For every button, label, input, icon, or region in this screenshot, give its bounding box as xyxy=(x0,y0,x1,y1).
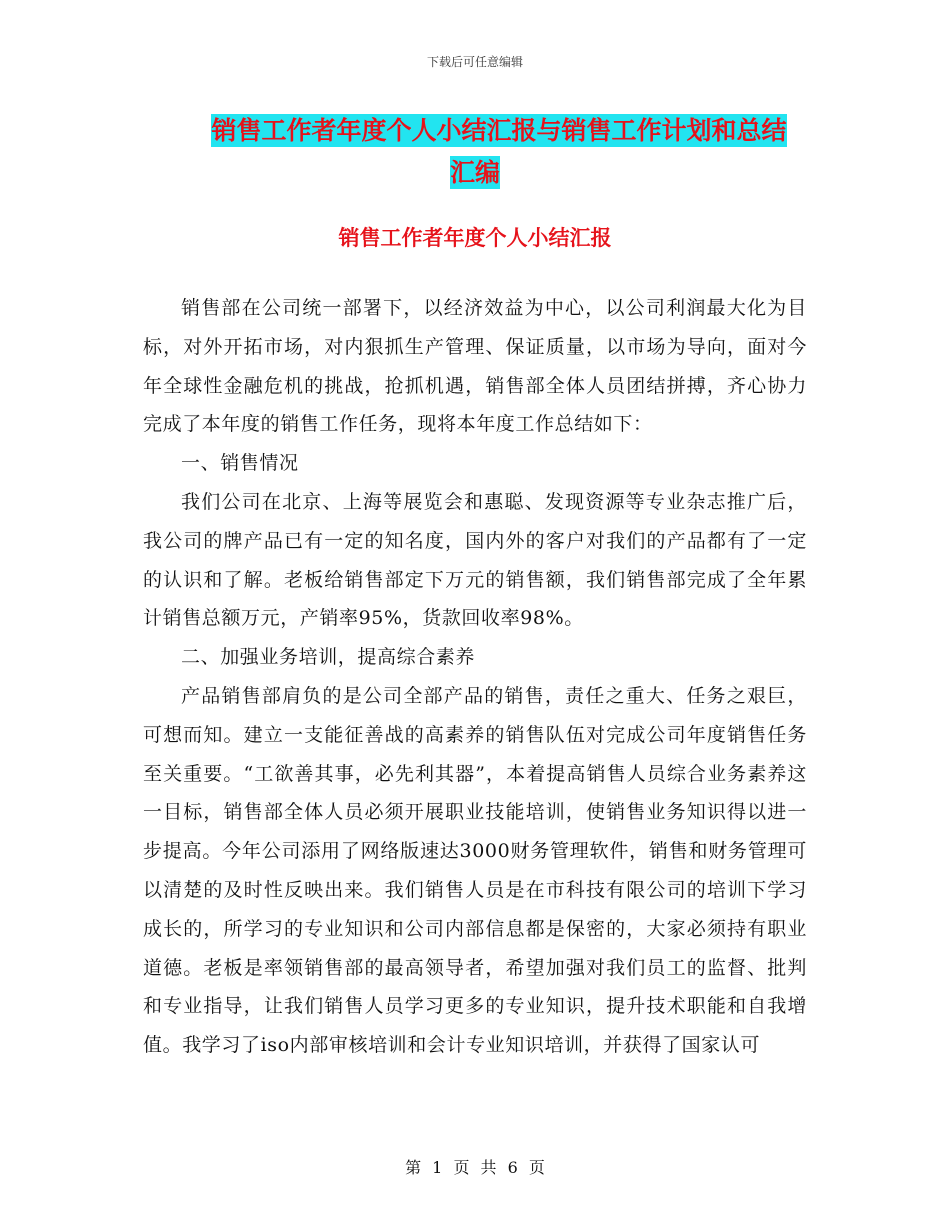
main-title-line1-wrap xyxy=(0,110,950,152)
paragraph-training: 产品销售部肩负的是公司全部产品的销售，责任之重大、任务之艰巨，可想而知。建立一支能征善战的高素养的销售队伍对完成公司年度销售任务至关重要。“工欲善其事，必先利其器”，本着提高销售人员综合业务素养这一目标，销售部全体人员必须开展职业技能培训，使销售业务知识得以进一步提高。今年公司添用了网络版速达3000财务管理软件，销售和财务管理可以清楚的及时性反映出来。我们销售人员是在市科技有限公司的培训下学习成长的，所学习的专业知识和公司内部信息都是保密的，大家必须持有职业道德。老板是率领销售部的最高领导者，希望加强对我们员工的监督、批判和专业指导，让我们销售人员学习更多的专业知识，提升技术职能和自我增值。我学习了iso内部审核培训和会计专业知识培训，并获得了国家认可 xyxy=(143,684,807,1057)
paragraph-intro: 销售部在公司统一部署下，以经济效益为中心，以公司利润最大化为目标，对外开拓市场，对内狠抓生产管理、保证质量，以市场为导向，面对今年全球性金融危机的挑战，抢抓机遇，销售部全体人员团结拼搏，齐心协力完成了本年度的销售工作任务，现将本年度工作总结如下： xyxy=(143,297,807,436)
body-text xyxy=(143,289,807,1065)
page-footer: 第 1 页 共 6 页 xyxy=(405,1158,545,1177)
main-title-line1: 销售工作者年度个人小结汇报与销售工作计划和总结 xyxy=(211,116,787,145)
header-note: 下载后可任意编辑 xyxy=(426,55,523,69)
paragraph-sales: 我们公司在北京、上海等展览会和惠聪、发现资源等专业杂志推广后，我公司的牌产品已有一定的知名度，国内外的客户对我们的产品都有了一定的认识和了解。老板给销售部定下万元的销售额，我们销售部完成了全年累计销售总额万元，产销率95%，货款回收率98%。 xyxy=(143,490,807,630)
main-title xyxy=(0,110,950,194)
paragraph-heading-sales: 一、销售情况 xyxy=(181,452,299,475)
main-title-line2: 汇编 xyxy=(449,158,500,187)
paragraph-heading-training: 二、加强业务培训，提高综合素养 xyxy=(181,646,476,669)
main-title-line2-wrap xyxy=(0,152,950,194)
section-title: 销售工作者年度个人小结汇报 xyxy=(338,226,612,250)
